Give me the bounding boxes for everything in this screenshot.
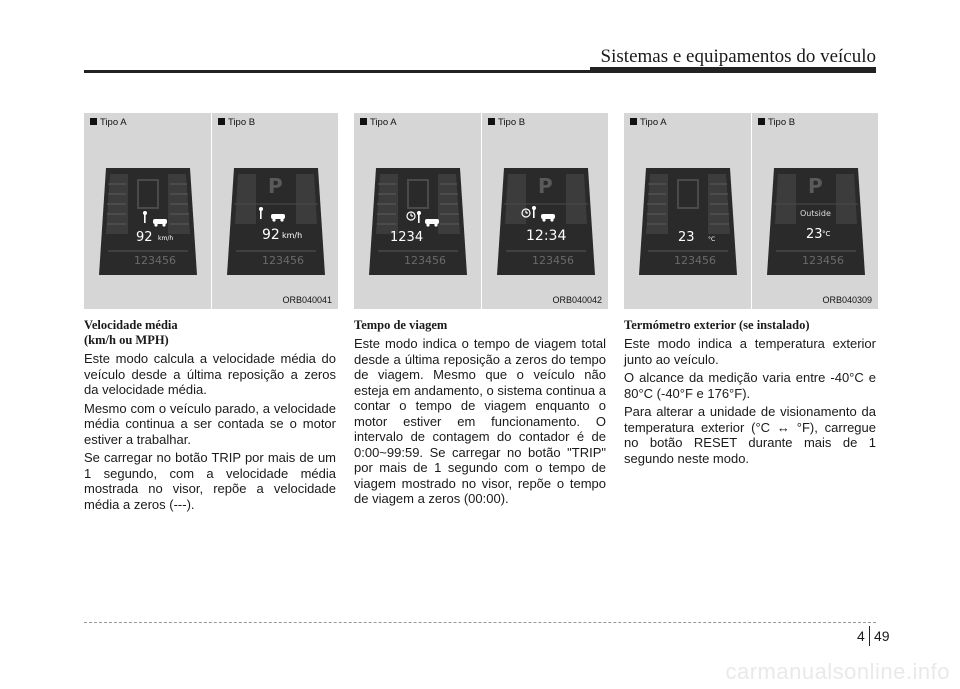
square-bullet-icon — [360, 118, 367, 125]
figure-code: ORB040309 — [822, 295, 872, 305]
odometer: 123456 — [532, 254, 574, 267]
cluster-display — [766, 164, 866, 279]
footer-rule — [84, 622, 876, 623]
display-unit: km/h — [158, 235, 174, 242]
cluster-display — [638, 164, 738, 279]
cluster-display — [368, 164, 468, 279]
watermark: carmanualsonline.info — [725, 659, 950, 684]
section-average-speed — [84, 318, 336, 512]
paragraph: Mesmo com o veículo parado, a velocidade média continua a ser contada se o motor estiver a trabalhar. — [84, 400, 336, 447]
paragraph: Este modo indica o tempo de viagem total desde a última reposição a zeros do tempo de viagem. Mesmo que o veículo não esteja em andamento, o sistema continua a contar o tempo de viagem enquanto o motor estiver em funcionamento. O intervalo de contagem do contador é de 0:00~99:59. Se carregar no botão "TRIP" por mais de 1 segundo com o tempo de viagem mostrado no visor, repõe o tempo de viagem a zeros (00:00). — [354, 336, 606, 506]
paragraph: Este modo calcula a velocidade média do veículo desde a última reposição a zeros da velocidade média. — [84, 351, 336, 397]
figure-type-a — [354, 113, 481, 309]
square-bullet-icon — [488, 118, 495, 125]
display-value: 92 — [136, 230, 153, 245]
page-number-divider — [869, 626, 870, 646]
square-bullet-icon — [630, 118, 637, 125]
tipo-a-label: Tipo A — [100, 117, 127, 128]
display-unit: °C — [822, 230, 831, 238]
chapter-number: 4 — [857, 628, 865, 644]
gear-indicator: P — [268, 174, 283, 198]
section-title: Termómetro exterior (se instalado) — [624, 318, 810, 332]
square-bullet-icon — [218, 118, 225, 125]
figure-panel-avg-speed — [84, 113, 338, 309]
cluster-display — [98, 164, 198, 279]
figure-type-b — [211, 113, 338, 309]
square-bullet-icon — [90, 118, 97, 125]
cluster-display — [226, 164, 326, 279]
page-number: 49 — [874, 628, 890, 644]
cluster-display — [496, 164, 596, 279]
display-value: 12:34 — [526, 228, 567, 244]
paragraph: Para alterar a unidade de visionamento da temperatura exterior (°C ↔ °F), carregue no botão RESET durante mais de 1 segundo neste modo. — [624, 404, 876, 466]
odometer: 123456 — [134, 254, 176, 267]
section-title: Velocidade média (km/h ou MPH) — [84, 318, 178, 347]
paragraph: O alcance da medição varia entre -40°C e 80°C (-40°F e 176°F). — [624, 370, 876, 401]
section-trip-time — [354, 318, 606, 507]
display-value: 23 — [678, 230, 695, 245]
display-value: 92 — [262, 227, 280, 243]
figure-type-b — [751, 113, 878, 309]
outside-caption: Outside — [800, 209, 831, 218]
figure-code: ORB040042 — [552, 295, 602, 305]
gear-indicator: P — [538, 174, 553, 198]
display-unit: km/h — [282, 231, 303, 240]
odometer: 123456 — [404, 254, 446, 267]
tipo-b-label: Tipo B — [498, 117, 526, 128]
page-header-title: Sistemas e equipamentos do veículo — [600, 46, 876, 67]
figure-type-a — [624, 113, 751, 309]
display-unit: °C — [708, 236, 716, 243]
odometer: 123456 — [262, 254, 304, 267]
figure-code: ORB040041 — [282, 295, 332, 305]
tipo-a-label: Tipo A — [370, 117, 397, 128]
section-title: Tempo de viagem — [354, 318, 448, 332]
tipo-b-label: Tipo B — [228, 117, 256, 128]
square-bullet-icon — [758, 118, 765, 125]
tipo-a-label: Tipo A — [640, 117, 667, 128]
header-rule-accent — [590, 67, 876, 72]
paragraph: Se carregar no botão TRIP por mais de um 1 segundo, com a velocidade média mostrada no visor, repõe a velocidade média a zeros (---). — [84, 450, 336, 512]
figure-panel-trip-time — [354, 113, 608, 309]
tipo-b-label: Tipo B — [768, 117, 796, 128]
figure-panel-outside-temp — [624, 113, 878, 309]
figure-type-b — [481, 113, 608, 309]
gear-indicator: P — [808, 174, 823, 198]
display-value: 23 — [806, 227, 823, 242]
odometer: 123456 — [674, 254, 716, 267]
display-value: 1234 — [390, 230, 424, 245]
odometer: 123456 — [802, 254, 844, 267]
figure-type-a — [84, 113, 211, 309]
section-outside-thermometer — [624, 318, 876, 466]
paragraph: Este modo indica a temperatura exterior junto ao veículo. — [624, 336, 876, 367]
